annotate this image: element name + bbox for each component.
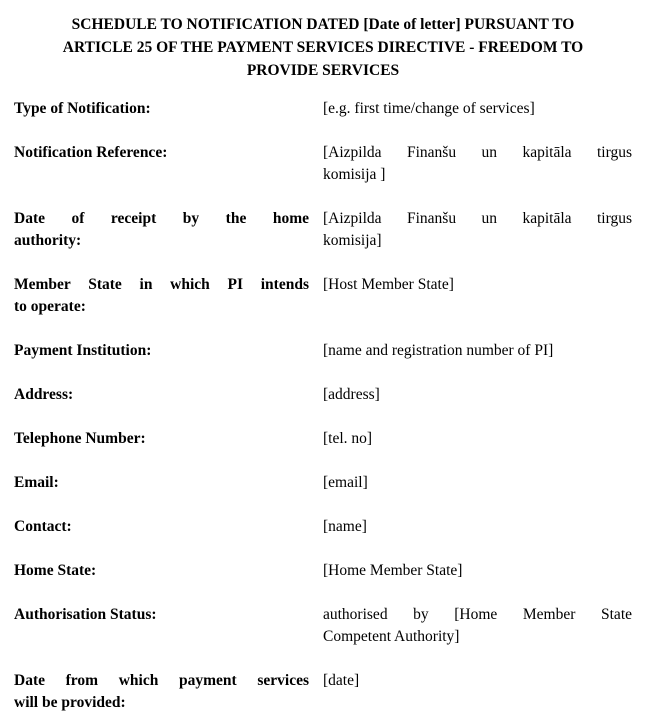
form-row: [14, 340, 632, 362]
row-value: [323, 274, 632, 318]
row-label: [14, 670, 309, 714]
text-line: komisija ]: [323, 166, 386, 183]
text-line: Home State:: [14, 562, 97, 579]
form-row: [14, 98, 632, 120]
form-row: [14, 428, 632, 450]
row-label: [14, 274, 309, 318]
row-label: [14, 472, 309, 494]
row-value: [323, 516, 632, 538]
row-value: [323, 472, 632, 494]
text-line: authorised by [Home Member State: [323, 606, 632, 623]
row-value: [323, 604, 632, 648]
text-line: Notification Reference:: [14, 144, 168, 161]
row-value: [323, 340, 632, 362]
text-line: Date of receipt by the home: [14, 210, 309, 227]
text-line: Competent Authority]: [323, 628, 460, 645]
text-line: [e.g. first time/change of services]: [323, 100, 535, 117]
row-label: [14, 98, 309, 120]
text-line: Telephone Number:: [14, 430, 146, 447]
row-value: [323, 384, 632, 406]
text-line: to operate:: [14, 298, 86, 315]
text-line: Address:: [14, 386, 74, 403]
text-line: [tel. no]: [323, 430, 373, 447]
row-value: [323, 98, 632, 120]
form-row: [14, 604, 632, 648]
text-line: [address]: [323, 386, 380, 403]
text-line: Authorisation Status:: [14, 606, 157, 623]
form-row: [14, 208, 632, 252]
form-row: [14, 670, 632, 714]
row-label: [14, 208, 309, 252]
text-line: [name]: [323, 518, 367, 535]
form-row: [14, 274, 632, 318]
text-line: [Aizpilda Finanšu un kapitāla tirgus: [323, 144, 632, 161]
row-value: [323, 142, 632, 186]
row-label: [14, 560, 309, 582]
row-value: [323, 560, 632, 582]
text-line: Payment Institution:: [14, 342, 152, 359]
notification-fields: [14, 98, 632, 714]
text-line: will be provided:: [14, 694, 126, 711]
document-title: [14, 13, 632, 82]
text-line: [email]: [323, 474, 368, 491]
row-label: [14, 516, 309, 538]
row-value: [323, 208, 632, 252]
text-line: [Aizpilda Finanšu un kapitāla tirgus: [323, 210, 632, 227]
row-label: [14, 604, 309, 648]
form-row: [14, 560, 632, 582]
text-line: Email:: [14, 474, 59, 491]
row-value: [323, 670, 632, 714]
text-line: Contact:: [14, 518, 72, 535]
row-label: [14, 384, 309, 406]
text-line: ARTICLE 25 OF THE PAYMENT SERVICES DIRECTIVE - FREEDOM TO: [62, 39, 584, 56]
row-label: [14, 142, 309, 186]
text-line: authority:: [14, 232, 82, 249]
text-line: Type of Notification:: [14, 100, 151, 117]
text-line: [Home Member State]: [323, 562, 463, 579]
text-line: Date from which payment services: [14, 672, 309, 689]
row-value: [323, 428, 632, 450]
text-line: Member State in which PI intends: [14, 276, 309, 293]
row-label: [14, 428, 309, 450]
text-line: komisija]: [323, 232, 382, 249]
text-line: [date]: [323, 672, 360, 689]
form-row: [14, 516, 632, 538]
text-line: [Host Member State]: [323, 276, 454, 293]
text-line: PROVIDE SERVICES: [246, 62, 400, 79]
form-row: [14, 384, 632, 406]
row-label: [14, 340, 309, 362]
text-line: [name and registration number of PI]: [323, 342, 554, 359]
text-line: SCHEDULE TO NOTIFICATION DATED [Date of letter] PURSUANT TO: [71, 16, 575, 33]
form-row: [14, 142, 632, 186]
form-row: [14, 472, 632, 494]
